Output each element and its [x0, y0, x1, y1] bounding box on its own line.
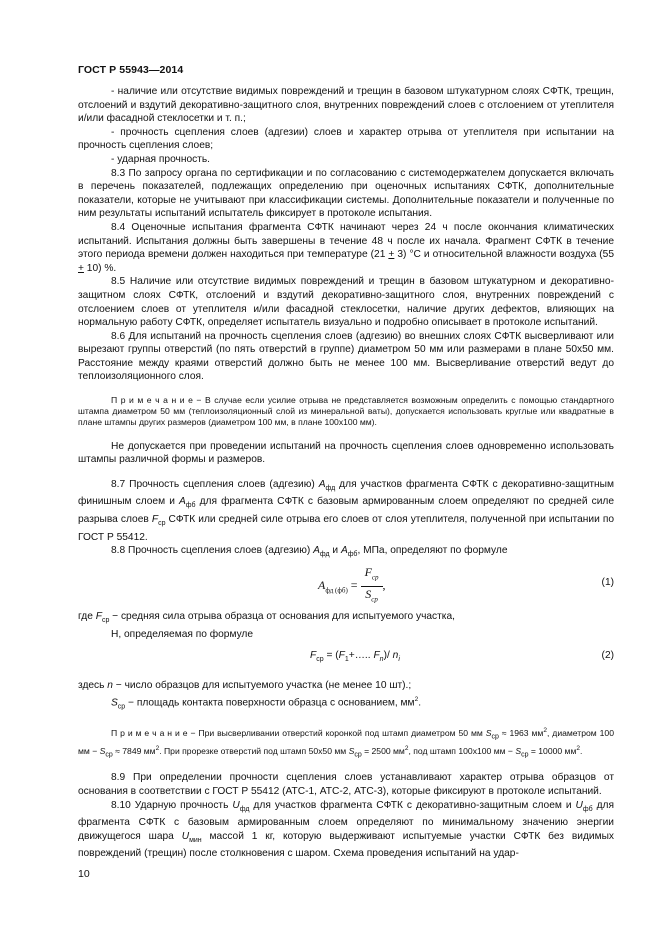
paragraph: - наличие или отсутствие видимых повреждений и трещин в базовом штукатурном слоях СФТК, трещин, отслоений и вздутий декоративно-защитного слоя, внутренних повреждений слоев с отслоением от утеплителя и/или фасадной стеклосетки и т. п.; — [78, 86, 614, 125]
formula-2-expression: $F_{ср}$ = ($F_1+\dots$.. $F_n)/$ $n_i$ — [310, 650, 400, 664]
paragraph: $S_{ср}$ − площадь контакта поверхности образца с основанием, $мм^2$. — [111, 695, 422, 711]
note-2: П р и м е ч а н и е − При высверливании отверстий коронкой под штамп диаметром 50 мм $S_{ср} \approx 1963$ $мм^2$, диаметром 100 мм − $S_{ср} \approx 7849$ $мм^2$. При прорезке отверстий под штамп 50x50 мм $S_{ср} = 2500$ $мм^2$, под штамп 100x100 мм − $S_{ср} = 10000$ $мм^2$. — [78, 726, 614, 759]
note-1: П р и м е ч а н и е − В случае если усилие отрыва не представляется возможным определить с помощью стандартного штампа диаметром 50 мм (теплоизоляционный слой из минеральной ваты), допускается использовать круглые или квадратные в плане штампы других размеров (диаметром 100 мм, в плане 100x100 мм). — [78, 395, 614, 428]
paragraph: Не допускается при проведении испытаний на прочность сцепления слоев одновременно использовать штампы различной формы и размеров. — [78, 440, 614, 466]
formula-2 — [78, 641, 614, 671]
fraction: $\frac{F_{ср}}{S_{ср}}$ — [361, 566, 383, 607]
equation-number: (1) — [601, 576, 614, 588]
paragraph: - ударная прочность. — [111, 153, 211, 165]
paragraph-8-9: 8.9 При определении прочности сцепления слоев устанавливают характер отрыва образцов от основания в соответствии с ГОСТ Р 55412 (АТС-1, АТС-2, АТС-3), которые фиксируют в протоколе испытаний. — [78, 772, 614, 797]
paragraph-8-6: 8.6 Для испытаний на прочность сцепления слоев (адгезию) во внешних слоях СФТК высверливают или вырезают группы отверстий (по пять отверстий в группе) диаметром 50 мм или размерами в плане 50x50 мм. Расстояние между краями отверстий должно быть не менее 100 мм. Высверливание отверстий ведут до теплоизоляционного слоя. — [78, 330, 614, 383]
equation-number: (2) — [601, 650, 614, 662]
formula-1 — [78, 562, 614, 610]
document-header: ГОСТ Р 55943—2014 — [78, 64, 184, 76]
paragraph-8-8: 8.8 Прочность сцепления слоев (адгезию) $A_{фд}$ и $A_{фб}$, МПа, определяют по формуле — [111, 545, 508, 559]
paragraph: Н, определяемая по формуле — [111, 628, 254, 640]
paragraph-8-3: 8.3 По запросу органа по сертификации и по согласованию с системодержателем допускается включать в перечень показателей, подлежащих определению при оценочных испытаниях СФТК, дополнительные показатели, которые не учитывают при классификации системы. Дополнительные показатели и полученные по ним результаты испытаний испытатель фиксирует в протоколе испытания. — [78, 167, 614, 220]
formula-1-expression: $A_{фд (фб)}$ = $\frac{F_{ср}}{S_{ср}}$ , — [318, 566, 386, 607]
document-body — [78, 85, 614, 861]
paragraph: где $F_{ср}$ − средняя сила отрыва образца от основания для испытуемого участка, — [78, 610, 455, 624]
paragraph-8-7: 8.7 Прочность сцепления слоев (адгезию) $A_{фд}$ для участков фрагмента СФТК с декоративно-защитным финишным слоем и $A_{фб}$ для фрагмента СФТК с базовым армированным слоем определяют по средней силе разрыва слоев $F_{ср}$ СФТК или средней силе отрыва его слоев от слоя утеплителя, полученной при испытании по ГОСТ Р 55412. — [78, 478, 615, 543]
paragraph: - прочность сцепления слоев (адгезии) слоев и характер отрыва от утеплителя при испытании на прочность сцепления слоев; — [78, 126, 614, 152]
page-number: 10 — [78, 868, 90, 880]
paragraph: здесь n − число образцов для испытуемого участка (не менее 10 шт).; — [78, 680, 412, 692]
paragraph-8-5: 8.5 Наличие или отсутствие видимых повреждений и трещин в базовом штукатурном и декоративно-защитном слоях СФТК, отслоений и вздутий декоративно-защитного слоя, внутренних повреждений с отслоением слоев от утеплителя и/или фасадной стеклосетки, наличие других дефектов, влияющих на нормальную работу СФТК, определяет испытатель визуально и подробно описывает в протоколе испытаний. — [78, 276, 614, 329]
paragraph-8-4: 8.4 Оценочные испытания фрагмента СФТК начинают через 24 ч после окончания климатических испытаний. Испытания должны быть завершены в течение 48 ч после их начала. Фрагмент СФТК в течение этого периода времени должен находиться при температуре (21 + 3) °С и относительной влажности воздуха (55 + 10) %. — [78, 221, 614, 274]
paragraph-8-10: 8.10 Ударную прочность $U_{фд}$ для участков фрагмента СФТК с декоративно-защитным слоем и $U_{фб}$ для фрагмента СФТК с базовым армированным слоем определяют по минимальному значению энергии движущегося шара $U_{мин}$ массой 1 кг, которую выдерживают испытуемые участки СФТК без видимых повреждений (трещин) после столкновения с шаром. Схема проведения испытаний на удар- — [78, 799, 615, 860]
